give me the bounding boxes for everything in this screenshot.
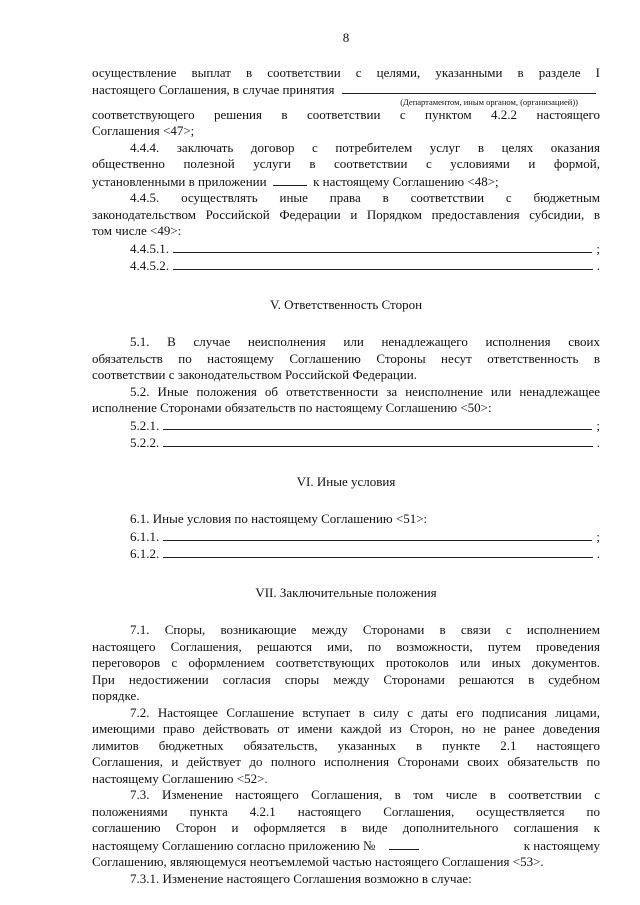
fill-label: 6.1.1.	[130, 528, 160, 544]
p52-line-2: исполнение Сторонами обязательств по настоящему Соглашению <50>:	[92, 400, 492, 415]
fill-line-4451	[92, 240, 600, 258]
intro-line-2	[92, 81, 600, 99]
appendix-number-blank[interactable]	[273, 173, 307, 186]
p731-line: 7.3.1. Изменение настоящего Соглашения возможно в случае:	[130, 870, 472, 886]
fill-line-521	[92, 417, 600, 435]
p71-line-4: При недостижении согласия споры между Сторонами решаются в судебном	[92, 671, 600, 687]
section-7-title: VII. Заключительные положения	[255, 584, 437, 600]
fill-end: .	[596, 435, 600, 450]
p444-line-1: 4.4.4. заключать договор с потребителем услуг в целях оказания	[130, 139, 600, 155]
p73-line-2: положениями пункта 4.2.1 настоящего Соглашения, осуществляется по	[92, 803, 600, 819]
fill-blank[interactable]	[163, 434, 593, 447]
decision-body-blank[interactable]	[342, 81, 596, 94]
p72-line-1: 7.2. Настоящее Соглашение вступает в силу с даты его подписания лицами,	[130, 704, 600, 720]
p71-line-1: 7.1. Споры, возникающие между Сторонами в связи с исполнением	[130, 622, 600, 637]
fill-label: 5.2.2.	[130, 435, 160, 450]
fill-blank[interactable]	[163, 417, 592, 430]
p61-line: 6.1. Иные условия по настоящему Соглашению <51>:	[130, 511, 428, 526]
appendix-number-blank-2[interactable]	[389, 837, 419, 850]
p73-line-5: Соглашению, являющемуся неотъемлемой частью настоящего Соглашения <53>.	[92, 854, 544, 869]
fill-line-612	[92, 545, 600, 563]
intro-line-4: Соглашения <47>;	[92, 123, 195, 138]
p51-line-3: соответствии с законодательством Российской Федерации.	[92, 367, 417, 382]
fill-blank[interactable]	[163, 545, 593, 558]
p73-line-4	[92, 837, 600, 855]
p51-line-1: 5.1. В случае неисполнения или ненадлежащего исполнения своих	[130, 334, 600, 349]
fill-label: 4.4.5.1.	[130, 240, 169, 256]
p71-line-2: настоящего Соглашения, решаются ими, по возможности, путем проведения	[92, 638, 600, 654]
fill-label: 4.4.5.2.	[130, 258, 169, 273]
p445-line-3: том числе <49>:	[92, 223, 182, 238]
fill-line-4452	[92, 257, 600, 275]
p73-line-3: соглашению Сторон и оформляется в виде дополнительного соглашения к	[92, 820, 600, 835]
p73-line-1: 7.3. Изменение настоящего Соглашения, в том числе в соответствии с	[130, 787, 600, 802]
decision-body-note: (Департаментом, иным органом, (организацией))	[400, 96, 578, 107]
fill-end: ;	[596, 528, 600, 544]
p444-line-2: общественно полезной услуги в соответствии с условиями и формой,	[92, 156, 600, 171]
fill-end: .	[596, 258, 600, 273]
fill-label: 6.1.2.	[130, 546, 160, 561]
p72-line-4: Соглашения, и действует до полного исполнения Сторонами своих обязательств по	[92, 754, 600, 769]
section-6-title: VI. Иные условия	[296, 473, 396, 489]
p71-line-5: порядке.	[92, 688, 140, 703]
p71-line-3: переговоров с оформлением соответствующих протоколов или иных документов.	[92, 655, 600, 670]
fill-end: .	[596, 546, 600, 561]
fill-blank[interactable]	[163, 528, 592, 541]
intro-line-1: осуществление выплат в соответствии с целями, указанными в разделе I	[92, 64, 600, 80]
p445-line-1: 4.4.5. осуществлять иные права в соответствии с бюджетным	[130, 190, 600, 205]
fill-line-522	[92, 434, 600, 452]
p444-line-3-start: установленными в приложении	[92, 173, 267, 189]
p72-line-3: лимитов бюджетных обязательств, указанных в пункте 2.1 настоящего	[92, 737, 600, 753]
p444-line-3	[92, 173, 600, 191]
p73-line-4-end: к настоящему	[523, 837, 600, 853]
fill-line-611	[92, 528, 600, 546]
p51-line-2: обязательств по настоящему Соглашению Стороны несут ответственность в	[92, 350, 600, 366]
p72-line-5: настоящему Соглашению <52>.	[92, 770, 268, 786]
fill-blank[interactable]	[173, 257, 593, 270]
intro-line-3: соответствующего решения в соответствии с пунктом 4.2.2 настоящего	[92, 106, 600, 122]
fill-label: 5.2.1.	[130, 417, 160, 433]
p444-line-3-end: к настоящему Соглашению <48>;	[313, 173, 499, 189]
section-5-title: V. Ответственность Сторон	[269, 296, 423, 312]
document-page	[92, 30, 600, 887]
fill-end: ;	[596, 417, 600, 433]
intro-line-2-text: настоящего Соглашения, в случае принятия	[92, 82, 335, 97]
p72-line-2: имеющими право действовать от имени каждой из Сторон, но не ранее доведения	[92, 721, 600, 736]
p445-line-2: законодательством Российской Федерации и Порядком предоставления субсидии, в	[92, 206, 600, 222]
page-number: 8	[342, 30, 350, 45]
fill-end: ;	[596, 240, 600, 256]
p73-line-4-start: настоящему Соглашению согласно приложению №	[92, 837, 376, 853]
p52-line-1: 5.2. Иные положения об ответственности за неисполнение или ненадлежащее	[130, 383, 600, 399]
fill-blank[interactable]	[173, 240, 592, 253]
